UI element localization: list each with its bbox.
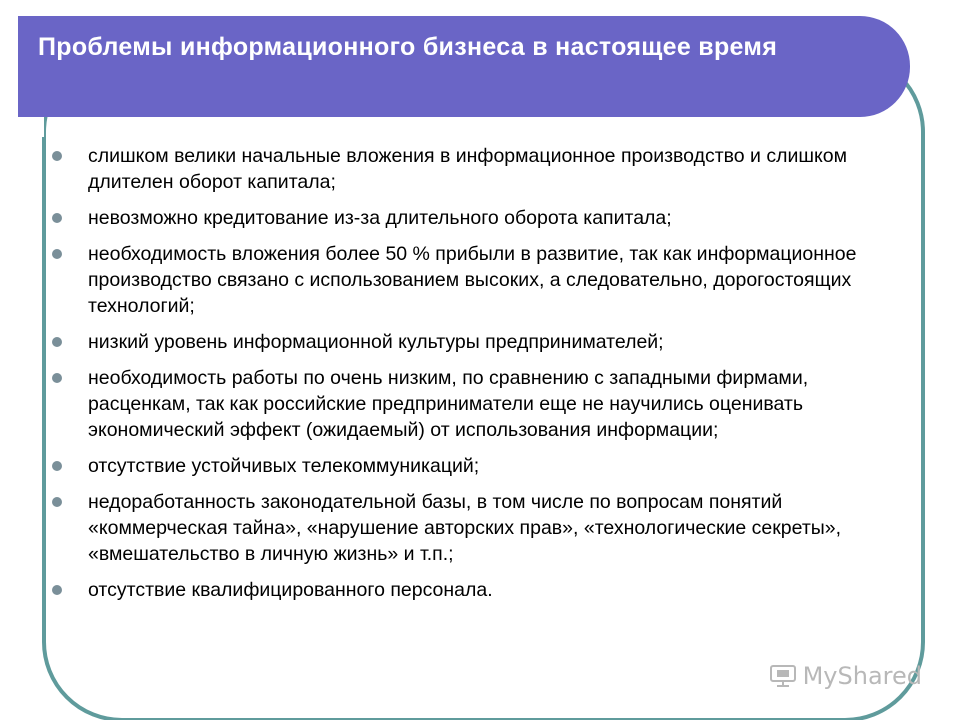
- bullet-item: [48, 489, 878, 567]
- presentation-icon: [769, 664, 797, 688]
- bullet-text: отсутствие устойчивых телекоммуникаций;: [88, 455, 480, 477]
- bullet-dot-icon: [52, 249, 62, 259]
- title-bar-edge: [18, 117, 44, 137]
- bullet-dot-icon: [52, 213, 62, 223]
- bullet-item: [48, 241, 878, 319]
- bullet-dot-icon: [52, 151, 62, 161]
- bullet-dot-icon: [52, 337, 62, 347]
- bullet-item: [48, 453, 878, 479]
- bullet-text: необходимость вложения более 50 % прибыли в развитие, так как информационное производство связано с использованием высоких, а следовательно, дорогостоящих технологий;: [88, 243, 857, 317]
- bullet-dot-icon: [52, 497, 62, 507]
- logo-text: MyShared: [802, 662, 922, 690]
- myshared-logo: [769, 662, 922, 690]
- bullet-dot-icon: [52, 373, 62, 383]
- bullet-item: [48, 329, 878, 355]
- bullet-item: [48, 205, 878, 231]
- bullet-list: [48, 143, 878, 613]
- bullet-text: низкий уровень информационной культуры предпринимателей;: [88, 331, 664, 353]
- bullet-dot-icon: [52, 585, 62, 595]
- bullet-text: слишком велики начальные вложения в информационное производство и слишком длителен оборот капитала;: [88, 145, 848, 193]
- bullet-item: [48, 577, 878, 603]
- bullet-text: невозможно кредитование из-за длительного оборота капитала;: [88, 207, 672, 229]
- bullet-text: недоработанность законодательной базы, в том числе по вопросам понятий «коммерческая тайна», «нарушение авторских прав», «технологические секреты», «вмешательство в личную жизнь» и т.п.;: [88, 491, 842, 565]
- bullet-text: отсутствие квалифицированного персонала.: [88, 579, 493, 601]
- bullet-item: [48, 143, 878, 195]
- bullet-item: [48, 365, 878, 443]
- slide-title: Проблемы информационного бизнеса в настоящее время: [38, 33, 778, 61]
- bullet-dot-icon: [52, 461, 62, 471]
- bullet-text: необходимость работы по очень низким, по сравнению с западными фирмами, расценкам, так как российские предприниматели еще не научились оценивать экономический эффект (ожидаемый) от использования информации;: [88, 367, 809, 441]
